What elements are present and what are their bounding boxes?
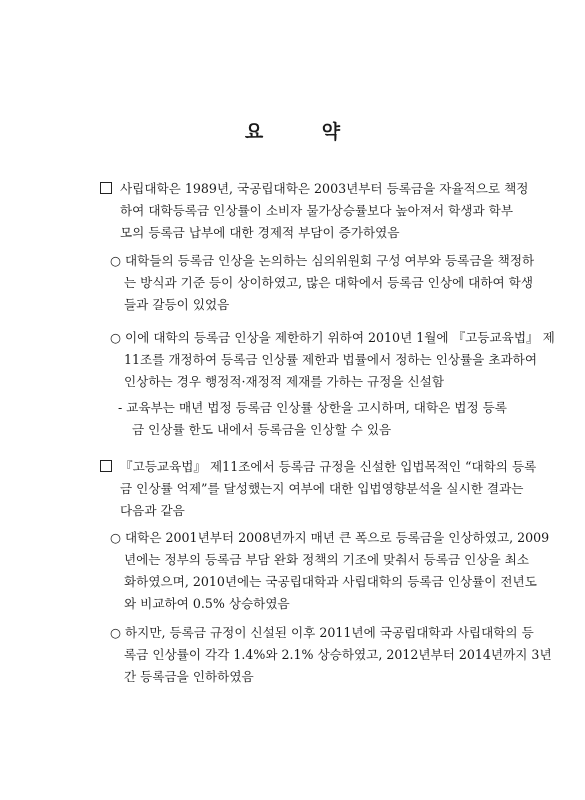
summary-line: 록금 인상률이 각각 1.4%와 2.1% 상승하였고, 2012년부터 2014년까지 3년 <box>124 647 552 662</box>
summary-item-4 <box>118 397 507 441</box>
summary-line: 모의 등록금 납부에 대한 경제적 부담이 증가하였음 <box>120 225 400 240</box>
summary-line <box>110 327 555 349</box>
summary-line <box>100 456 536 478</box>
line-text: 대학은 2001년부터 2008년까지 매년 큰 폭으로 등록금을 인상하였고, 2009 <box>125 530 550 545</box>
summary-line: 다음과 같음 <box>120 503 185 518</box>
square-bullet-icon <box>100 182 112 194</box>
summary-line: 와 비교하여 0.5% 상승하였음 <box>124 596 290 611</box>
summary-line: 하여 대학등록금 인상률이 소비자 물가상승률보다 높아져서 학생과 학부 <box>120 203 513 218</box>
line-text: 이에 대학의 등록금 인상을 제한하기 위하여 2010년 1월에 『고등교육법』 제 <box>125 330 555 345</box>
summary-line: 11조를 개정하여 등록금 인상률 제한과 법률에서 정하는 인상률을 초과하여 <box>124 352 538 367</box>
summary-line: 년에는 정부의 등록금 부담 완화 정책의 기조에 맞춰서 등록금 인상을 최소 <box>124 552 529 567</box>
summary-line: 는 방식과 기준 등이 상이하였고, 많은 대학에서 등록금 인상에 대하여 학생 <box>124 275 534 290</box>
summary-line <box>110 622 552 644</box>
line-text: 사립대학은 1989년, 국공립대학은 2003년부터 등록금을 자율적으로 책정 <box>120 181 529 196</box>
summary-line: 들과 갈등이 있었음 <box>124 297 230 312</box>
line-text: 교육부는 매년 법정 등록금 인상률 상한을 고시하며, 대학은 법정 등록 <box>126 400 507 415</box>
summary-item-5 <box>100 456 536 522</box>
circle-bullet-icon: ○ <box>110 530 121 545</box>
summary-line: 금 인상률 억제”를 달성했는지 여부에 대한 입법영향분석을 실시한 결과는 <box>120 481 524 496</box>
summary-item-7 <box>110 622 552 688</box>
summary-item-1 <box>100 178 528 244</box>
summary-line: 금 인상률 한도 내에서 등록금을 인상할 수 있음 <box>132 422 392 437</box>
page-title: 요 약 <box>244 121 367 143</box>
dash-bullet-icon: - <box>118 400 123 415</box>
summary-line <box>110 527 549 549</box>
summary-line <box>118 397 507 419</box>
line-text: 하지만, 등록금 규정이 신설된 이후 2011년에 국공립대학과 사립대학의 등 <box>125 625 534 640</box>
summary-item-6 <box>110 527 549 615</box>
summary-line: 화하였으며, 2010년에는 국공립대학과 사립대학의 등록금 인상률이 전년도 <box>124 574 537 589</box>
line-text: 『고등교육법』 제11조에서 등록금 규정을 신설한 입법목적인 “대학의 등록 <box>120 459 537 474</box>
summary-line <box>110 250 534 272</box>
line-text: 대학들의 등록금 인상을 논의하는 심의위원회 구성 여부와 등록금을 책정하 <box>125 253 535 268</box>
circle-bullet-icon: ○ <box>110 253 121 268</box>
summary-line: 간 등록금을 인하하였음 <box>124 669 254 684</box>
summary-line <box>100 178 528 200</box>
circle-bullet-icon: ○ <box>110 625 121 640</box>
square-bullet-icon <box>100 460 112 472</box>
summary-item-3 <box>110 327 555 393</box>
summary-item-2 <box>110 250 534 316</box>
summary-line: 인상하는 경우 행정적·재정적 제재를 가하는 규정을 신설함 <box>124 374 444 389</box>
circle-bullet-icon: ○ <box>110 330 121 345</box>
